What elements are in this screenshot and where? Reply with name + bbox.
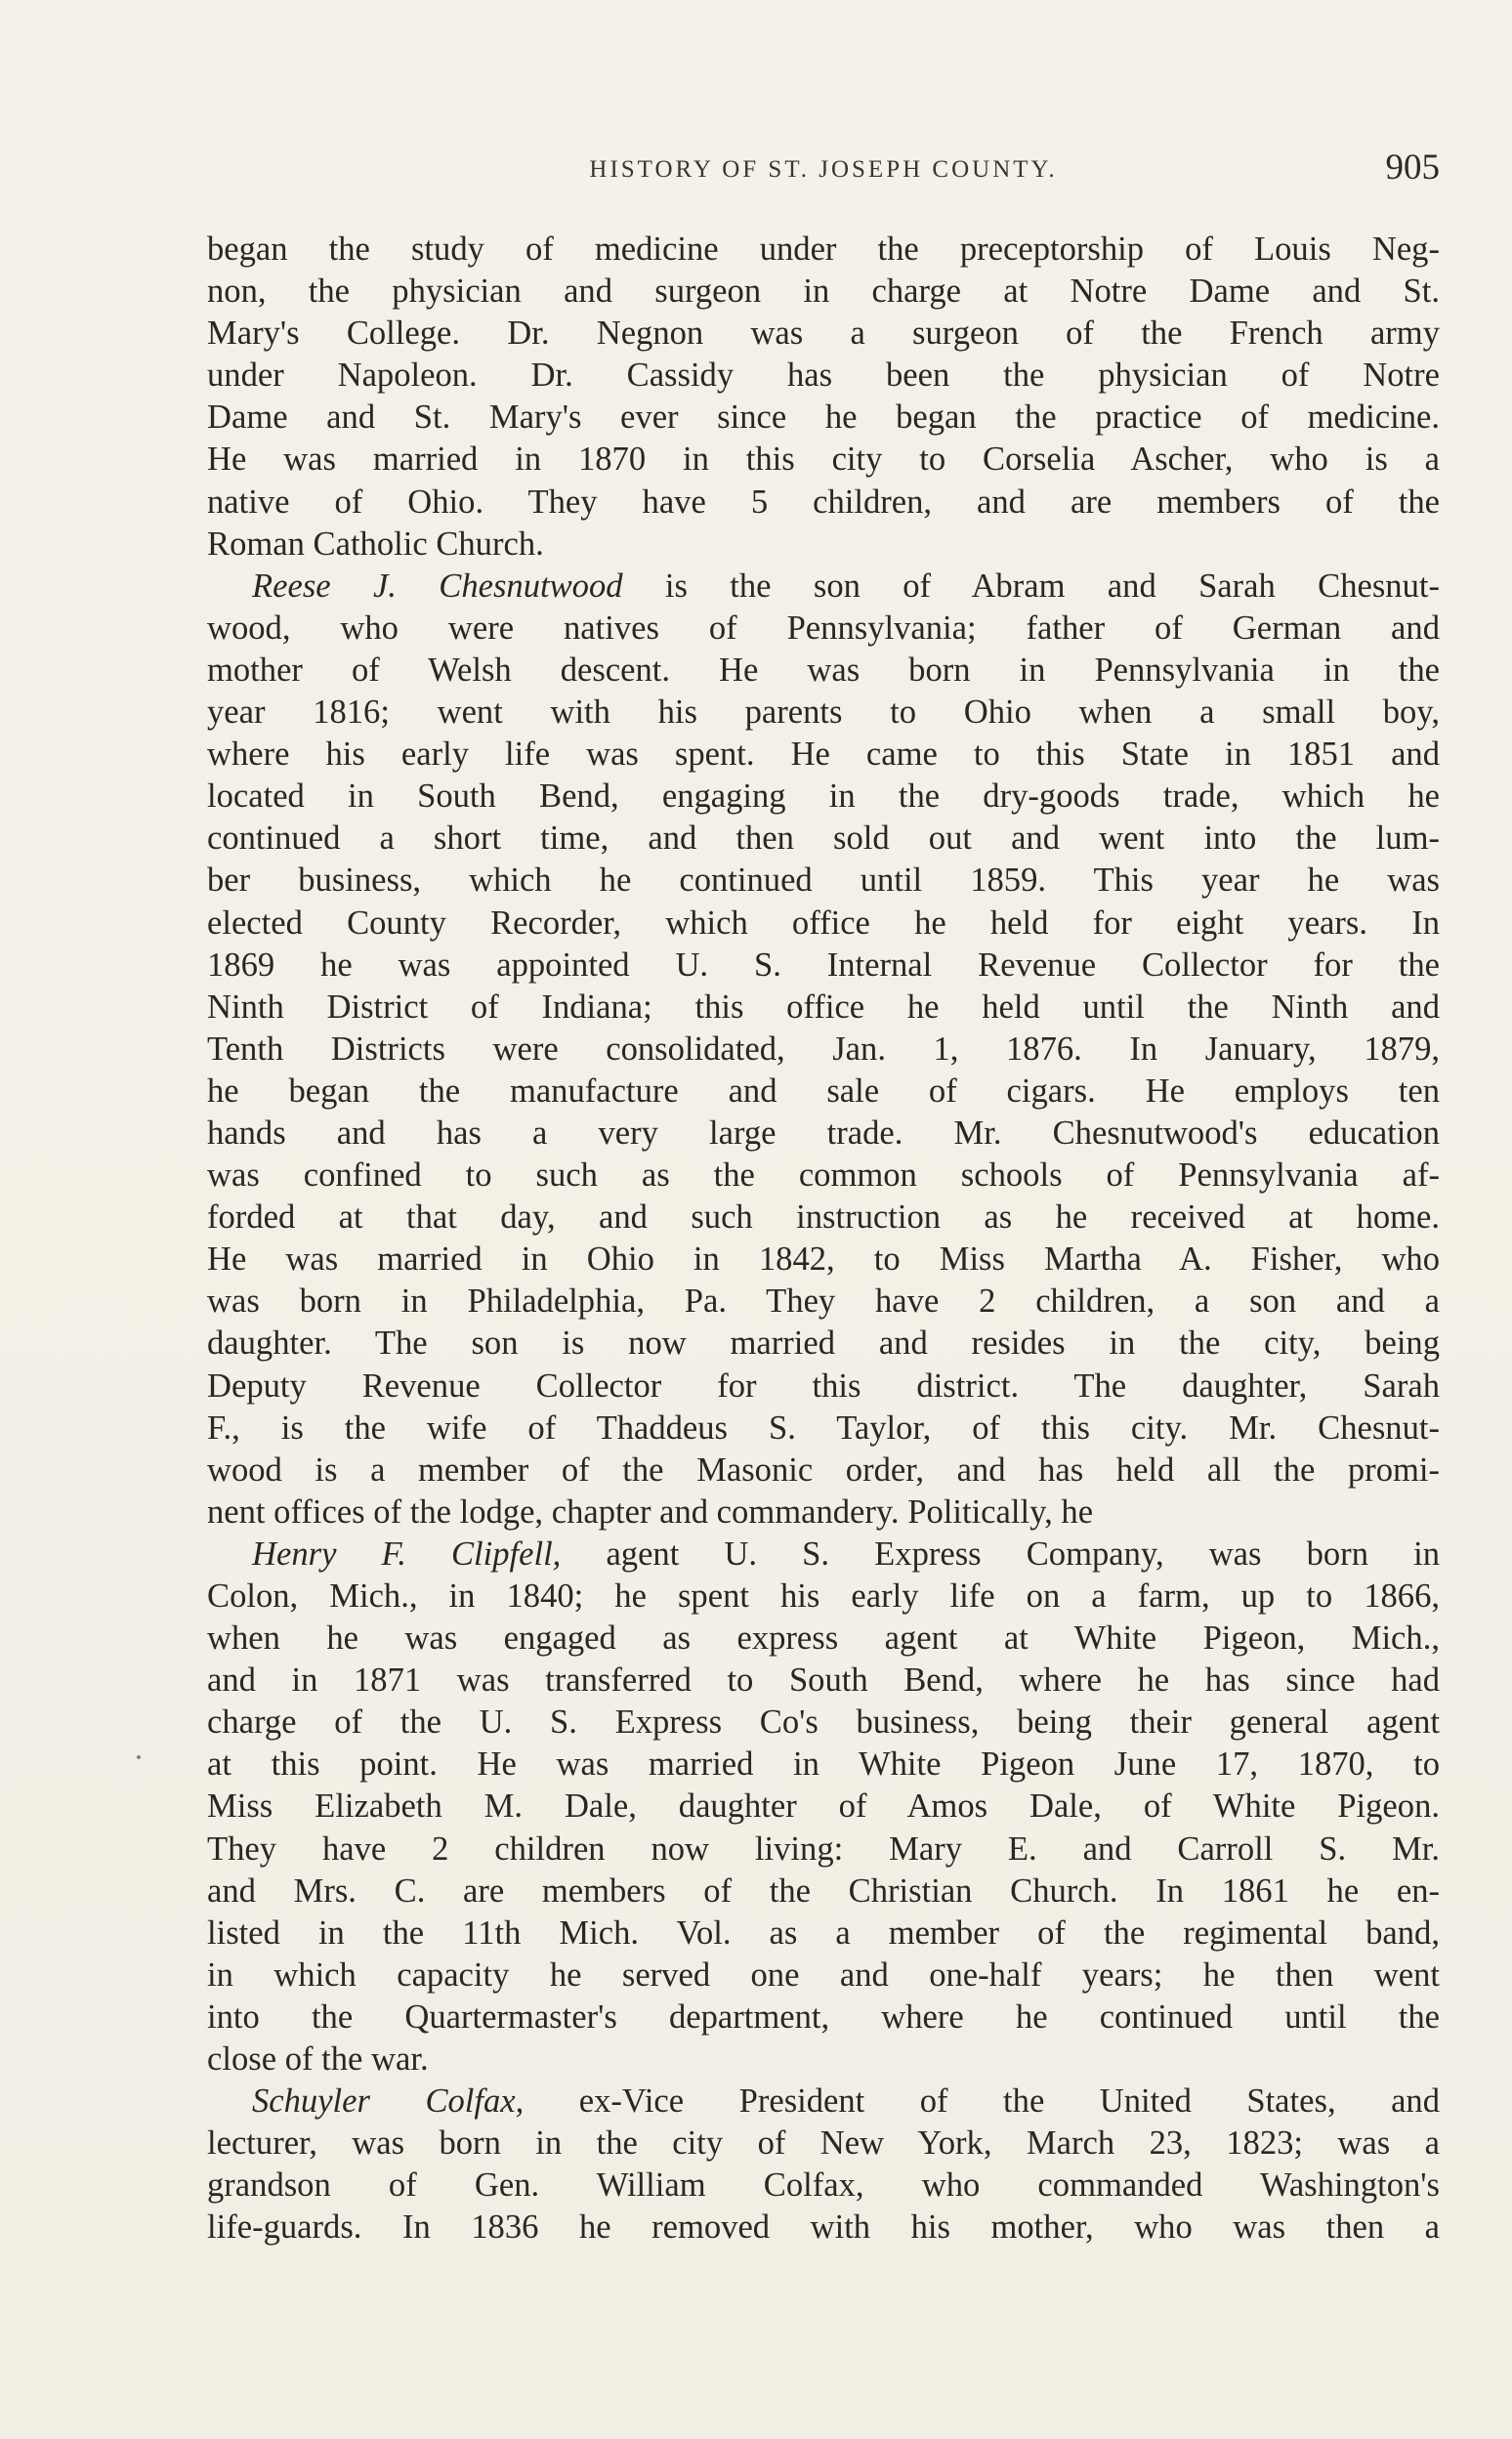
text-line: grandson of Gen. William Colfax, who commanded Washington's [207,2166,1440,2205]
biography-name: Reese J. Chesnutwood [252,567,623,605]
text-line: at this point. He was married in White Pigeon June 17, 1870, to [207,1745,1440,1784]
paragraph-clipfell [207,1534,1440,2081]
text-line: year 1816; went with his parents to Ohio when a small boy, [207,694,1440,732]
text-line: he began the manufacture and sale of cigars. He employs ten [207,1072,1440,1110]
text-line: where his early life was spent. He came to this State in 1851 and [207,736,1440,774]
text-line: close of the war. [207,2040,429,2079]
text-line: life-guards. In 1836 he removed with his mother, who was then a [207,2208,1440,2247]
page-number: 905 [1385,147,1440,188]
margin-speck [137,1755,141,1759]
paragraph-first-line [207,1534,1440,1576]
text-line: Roman Catholic Church. [207,525,544,563]
text-line: Mary's College. Dr. Negnon was a surgeon of the French army [207,315,1440,353]
text-line: 1869 he was appointed U. S. Internal Revenue Collector for the [207,946,1440,984]
text-line: lecturer, was born in the city of New York, March 23, 1823; was a [207,2124,1440,2163]
text-line: Colon, Mich., in 1840; he spent his early life on a farm, up to 1866, [207,1577,1440,1615]
text-line: native of Ohio. They have 5 children, and are members of the [207,483,1440,521]
text-line: nent offices of the lodge, chapter and commandery. Politically, he [207,1493,1094,1531]
text-line: under Napoleon. Dr. Cassidy has been the physician of Notre [207,357,1440,395]
text-line: hands and has a very large trade. Mr. Chesnutwood's education [207,1114,1440,1152]
text-line: Dame and St. Mary's ever since he began the practice of medicine. [207,399,1440,437]
text-line: was confined to such as the common schools of Pennsylvania af- [207,1156,1440,1195]
text-line: They have 2 children now living: Mary E. and Carroll S. Mr. [207,1829,1440,1868]
text-line: located in South Bend, engaging in the dry-goods trade, which he [207,778,1440,816]
text-line: wood is a member of the Masonic order, and has held all the promi- [207,1451,1440,1489]
biography-name: Henry F. Clipfell, [252,1535,562,1573]
text-line: was born in Philadelphia, Pa. They have 2 children, a son and a [207,1283,1440,1321]
text-line: daughter. The son is now married and resides in the city, being [207,1325,1440,1363]
body-text [207,229,1440,2250]
text-line: and Mrs. C. are members of the Christian Church. In 1861 he en- [207,1871,1440,1910]
text-line: Miss Elizabeth M. Dale, daughter of Amos Dale, of White Pigeon. [207,1787,1440,1826]
text-line: forded at that day, and such instruction as he received at home. [207,1198,1440,1237]
text-line: He was married in 1870 in this city to Corselia Ascher, who is a [207,441,1440,479]
text-line: continued a short time, and then sold out and went into the lum- [207,820,1440,858]
text-line: when he was engaged as express agent at White Pigeon, Mich., [207,1619,1440,1658]
first-line-text: is the son of Abram and Sarah Chesnut- [622,567,1440,605]
paragraph-cassidy [207,229,1440,566]
paragraph-colfax [207,2081,1440,2249]
text-line: He was married in Ohio in 1842, to Miss Martha A. Fisher, who [207,1241,1440,1279]
text-line: into the Quartermaster's department, where he continued until the [207,1997,1440,2036]
text-line: mother of Welsh descent. He was born in Pennsylvania in the [207,651,1440,689]
text-line: ber business, which he continued until 1859. This year he was [207,862,1440,900]
text-line: charge of the U. S. Express Co's business, being their general agent [207,1703,1440,1742]
text-line: elected County Recorder, which office he held for eight years. In [207,904,1440,942]
paragraph-chesnutwood [207,566,1440,1534]
running-head [207,147,1440,195]
first-line-text: ex-Vice President of the United States, and [524,2082,1440,2121]
text-line: began the study of medicine under the preceptorship of Louis Neg- [207,231,1440,268]
text-line: in which capacity he served one and one-half years; he then went [207,1955,1440,1994]
text-line: Deputy Revenue Collector for this district. The daughter, Sarah [207,1367,1440,1405]
paragraph-first-line [207,566,1440,608]
text-line: non, the physician and surgeon in charge at Notre Dame and St. [207,273,1440,311]
text-line: listed in the 11th Mich. Vol. as a member of the regimental band, [207,1913,1440,1952]
first-line-text: agent U. S. Express Company, was born in [561,1535,1440,1573]
text-line: wood, who were natives of Pennsylvania; father of German and [207,609,1440,647]
text-line: and in 1871 was transferred to South Bend, where he has since had [207,1661,1440,1700]
paragraph-first-line [207,2081,1440,2123]
biography-name: Schuyler Colfax, [252,2082,525,2121]
running-title: HISTORY OF ST. JOSEPH COUNTY. [589,156,1058,183]
text-line: Ninth District of Indiana; this office he held until the Ninth and [207,988,1440,1026]
text-line: F., is the wife of Thaddeus S. Taylor, of this city. Mr. Chesnut- [207,1409,1440,1447]
text-line: Tenth Districts were consolidated, Jan. 1, 1876. In January, 1879, [207,1030,1440,1068]
